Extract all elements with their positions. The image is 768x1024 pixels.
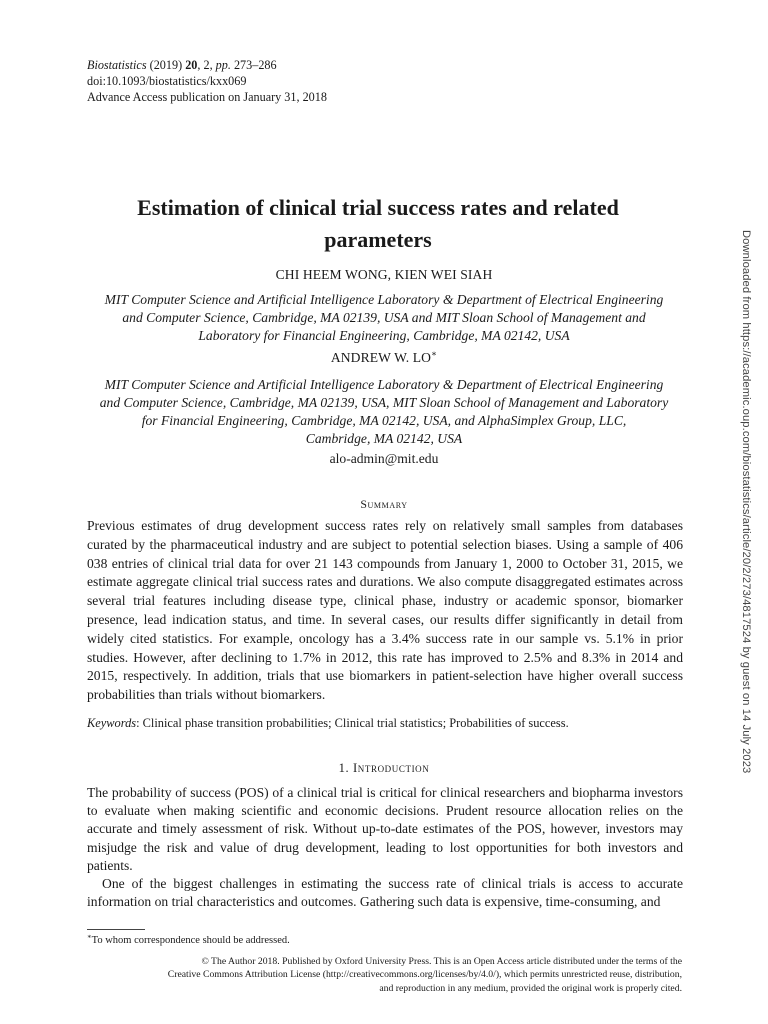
affiliation-1-line-1: MIT Computer Science and Artificial Intelligence Laboratory & Department of Electrical Engineering: [104, 292, 664, 307]
intro-paragraph-2: One of the biggest challenges in estimating the success rate of clinical trials is access to accurate information on trial characteristics and outcomes. Gathering such data is expensive, time-consuming, and: [87, 876, 683, 910]
download-watermark: Downloaded from https://academic.oup.com/biostatistics/article/20/2/273/4817524 by guest on 14 July 2023: [740, 230, 752, 774]
copyright-line-2[interactable]: Creative Commons Attribution License (http://creativecommons.org/licenses/by/4.0/), which permits unrestricted reuse, distribution,: [167, 969, 682, 981]
correspondence-footnote: [87, 935, 290, 946]
author-name: ANDREW W. LO: [330, 350, 432, 365]
citation-header: [87, 57, 327, 105]
affiliation-2-line-3: for Financial Engineering, Cambridge, MA 02142, USA, and AlphaSimplex Group, LLC,: [141, 412, 627, 428]
affiliation-2: [84, 376, 684, 448]
copyright-line-3: and reproduction in any medium, provided the original work is properly cited.: [379, 982, 682, 994]
authors-group-2: [87, 350, 681, 366]
pages-label: pp.: [215, 58, 231, 72]
paper-title: [80, 192, 676, 256]
affiliation-1-line-2: and Computer Science, Cambridge, MA 02139, USA and MIT Sloan School of Management and: [122, 309, 646, 325]
doi-line[interactable]: doi:10.1093/biostatistics/kxx069: [87, 74, 247, 88]
introduction-body: [87, 784, 683, 911]
copyright-notice: [82, 955, 682, 995]
keywords-list: : Clinical phase transition probabilities; Clinical trial statistics; Probabilities of success.: [136, 716, 569, 730]
summary-heading: Summary: [360, 497, 408, 511]
keywords-label: Keywords: [87, 716, 137, 730]
footnote-mark: ∗: [87, 933, 92, 941]
volume-number: 20: [185, 58, 198, 72]
title-line-1: Estimation of clinical trial success rates and related: [137, 195, 619, 220]
authors-group-1: CHI HEEM WONG, KIEN WEI SIAH: [275, 267, 493, 282]
correspondence-mark: ∗: [431, 348, 438, 359]
affiliation-2-line-1: MIT Computer Science and Artificial Intelligence Laboratory & Department of Electrical Engineering: [104, 377, 664, 392]
affiliation-2-line-2: and Computer Science, Cambridge, MA 02139, USA, MIT Sloan School of Management and Laboratory: [99, 394, 669, 410]
author-email[interactable]: alo-admin@mit.edu: [329, 451, 439, 466]
footnote-divider: [87, 929, 145, 930]
advance-access-line: Advance Access publication on January 31, 2018: [87, 90, 327, 104]
citation-line: [87, 57, 327, 73]
intro-paragraph-1: The probability of success (POS) of a clinical trial is critical for clinical researchers and biopharma investors to evaluate when making scientific and economic decisions. Prudent resource allocation relies on the accurate and timely assessment of risk. Without up-to-date estimates of the POS, however, investors may misjudge the risk and value of drug development, leading to lost opportunities for both investors and patients.: [87, 785, 683, 873]
summary-abstract: Previous estimates of drug development success rates rely on relatively small samples from databases curated by the pharmaceutical industry and are subject to potential selection biases. Using a sample of 406 038 entries of clinical trial data for over 21 143 compounds from January 1, 2000 to October 31, 2015, we estimate aggregate clinical trial success rates and durations. We also compute disaggregated estimates across several trial features including disease type, clinical phase, industry or academic sponsor, biomarker presence, lead indication status, and time. In several cases, our results differ significantly in detail from widely cited statistics. For example, oncology has a 3.4% success rate in our sample vs. 5.1% in prior studies. However, after declining to 1.7% in 2012, this rate has improved to 2.5% and 8.3% in 2014 and 2015, respectively. In addition, trials that use biomarkers in patient-selection have higher overall success probabilities than trials without biomarkers.: [87, 518, 683, 703]
citation-year: (2019): [146, 58, 186, 72]
title-line-2: parameters: [324, 227, 432, 252]
section-heading-introduction: 1. Introduction: [338, 761, 430, 775]
affiliation-1: [84, 291, 684, 345]
keywords: [87, 716, 683, 731]
page-range: 273–286: [230, 58, 277, 72]
journal-name: Biostatistics: [87, 58, 147, 72]
issue-number: , 2,: [197, 58, 216, 72]
copyright-line-1: © The Author 2018. Published by Oxford University Press. This is an Open Access article distributed under the terms of the: [201, 956, 682, 967]
footnote-text: To whom correspondence should be addressed.: [91, 935, 290, 946]
affiliation-2-line-4: Cambridge, MA 02142, USA: [305, 430, 463, 446]
affiliation-1-line-3: Laboratory for Financial Engineering, Cambridge, MA 02142, USA: [198, 327, 570, 343]
